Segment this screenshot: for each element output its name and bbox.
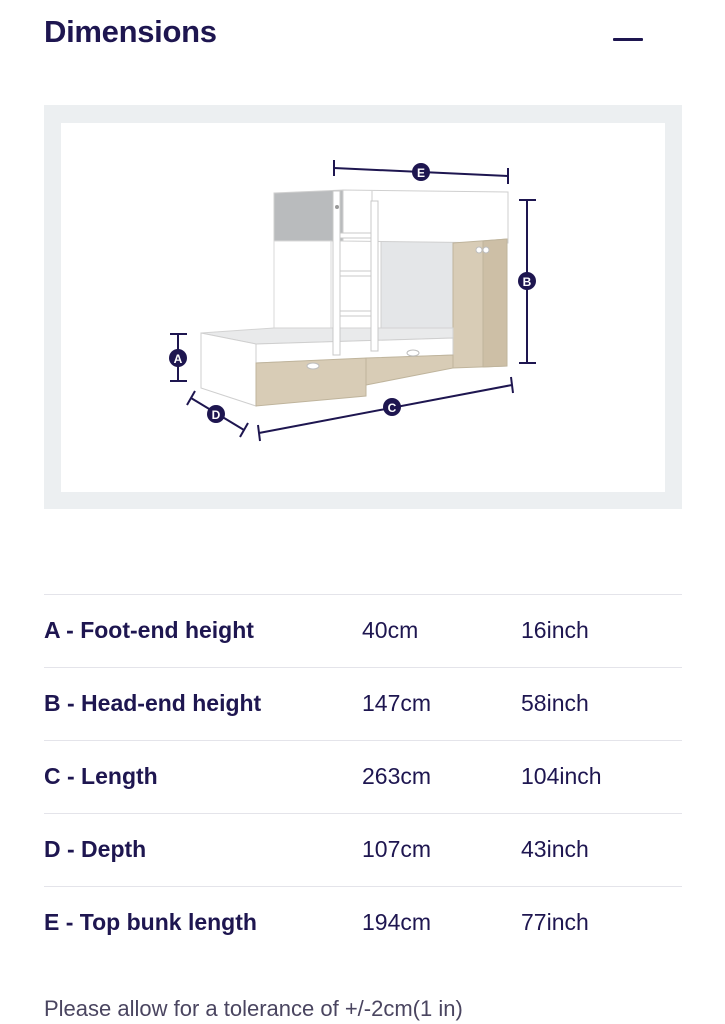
row-value-inch: 58inch (521, 690, 589, 716)
row-value-inch: 77inch (521, 909, 589, 935)
row-value-cm: 147cm (362, 690, 432, 716)
marker-e-label: E (416, 166, 426, 180)
row-label: D - Depth (44, 836, 147, 862)
row-label: C - Length (44, 763, 158, 789)
row-value-inch: 43inch (521, 836, 589, 862)
row-label: A - Foot-end height (44, 617, 254, 643)
table-row (44, 813, 682, 886)
table-row (44, 594, 682, 667)
dimensions-header (44, 10, 684, 54)
row-label: E - Top bunk length (44, 909, 257, 935)
dimensions-table (44, 594, 682, 959)
minus-icon (613, 38, 643, 41)
marker-b (518, 272, 536, 290)
marker-b-label: B (522, 275, 532, 289)
table-row (44, 886, 682, 959)
dimension-diagram (61, 123, 665, 492)
product-image-frame (44, 105, 682, 509)
table-row (44, 667, 682, 740)
marker-a (169, 349, 187, 367)
tolerance-note: Please allow for a tolerance of +/-2cm(1 in) (44, 996, 463, 1021)
row-value-cm: 107cm (362, 836, 432, 862)
row-value-cm: 263cm (362, 763, 432, 789)
marker-d (207, 405, 225, 423)
collapse-toggle[interactable] (610, 16, 646, 52)
row-value-inch: 104inch (521, 763, 602, 789)
table-row (44, 740, 682, 813)
marker-a-label: A (173, 352, 183, 366)
row-label: B - Head-end height (44, 690, 262, 716)
row-value-inch: 16inch (521, 617, 589, 643)
row-value-cm: 40cm (362, 617, 419, 643)
marker-c-label: C (387, 401, 397, 415)
row-value-cm: 194cm (362, 909, 432, 935)
marker-c (383, 398, 401, 416)
marker-d-label: D (211, 408, 221, 422)
section-title: Dimensions (44, 14, 217, 49)
bunk-bed-diagram (61, 123, 665, 492)
marker-e (412, 163, 430, 181)
